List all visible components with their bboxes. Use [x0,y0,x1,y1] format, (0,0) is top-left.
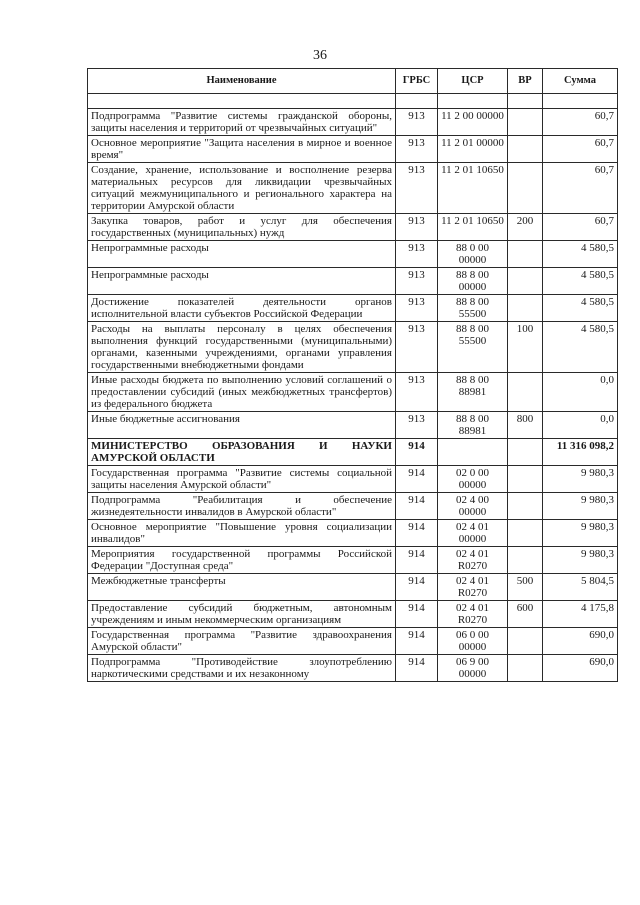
cell-grbs: 914 [396,628,438,655]
cell-csr: 06 0 00 00000 [438,628,508,655]
cell-name: МИНИСТЕРСТВО ОБРАЗОВАНИЯ И НАУКИ АМУРСКОЙ ОБЛАСТИ [88,439,396,466]
cell-grbs: 914 [396,439,438,466]
cell-sum: 0,0 [543,373,618,412]
cell-vr [508,493,543,520]
cell-csr: 02 4 01 00000 [438,520,508,547]
cell-name: Предоставление субсидий бюджетным, автономным учреждениям и иным некоммерческим организациям [88,601,396,628]
cell-vr: 500 [508,574,543,601]
cell-grbs: 913 [396,268,438,295]
cell-csr: 02 4 01 R0270 [438,601,508,628]
table-header-row [88,69,618,94]
column-header-name: Наименование [88,69,396,94]
cell-name: Основное мероприятие "Защита населения в мирное и военное время" [88,136,396,163]
table-row [88,268,618,295]
table-row [88,466,618,493]
cell-csr: 11 2 01 00000 [438,136,508,163]
column-header-vr: ВР [508,69,543,94]
cell-csr: 06 9 00 00000 [438,655,508,682]
cell-vr [508,520,543,547]
table-spacer-row [88,94,618,109]
cell-sum: 4 580,5 [543,241,618,268]
cell-name: Достижение показателей деятельности органов исполнительной власти субъектов Российской Федерации [88,295,396,322]
cell-grbs: 914 [396,601,438,628]
cell-vr [508,628,543,655]
cell-vr: 100 [508,322,543,373]
cell-vr [508,373,543,412]
cell-sum: 60,7 [543,109,618,136]
cell-name: Закупка товаров, работ и услуг для обеспечения государственных (муниципальных) нужд [88,214,396,241]
cell-csr: 02 0 00 00000 [438,466,508,493]
table-row [88,412,618,439]
table-row [88,439,618,466]
cell-csr: 88 8 00 55500 [438,295,508,322]
cell-name: Создание, хранение, использование и восполнение резерва материальных ресурсов для ликвидации чрезвычайных ситуаций межмуниципального и регионального характера на территории Амурской области [88,163,396,214]
table-row [88,655,618,682]
cell-vr [508,547,543,574]
table-row [88,241,618,268]
cell-name: Мероприятия государственной программы Российской Федерации "Доступная среда" [88,547,396,574]
table-row [88,493,618,520]
cell-sum: 4 175,8 [543,601,618,628]
column-header-grbs: ГРБС [396,69,438,94]
cell-sum: 11 316 098,2 [543,439,618,466]
cell-grbs: 913 [396,241,438,268]
cell-sum: 9 980,3 [543,547,618,574]
cell-vr [508,109,543,136]
page-number: 36 [313,48,327,63]
table-row [88,373,618,412]
cell-name: Непрограммные расходы [88,268,396,295]
cell-csr: 88 8 00 88981 [438,373,508,412]
cell-sum: 60,7 [543,214,618,241]
cell-sum: 690,0 [543,655,618,682]
table-row [88,295,618,322]
cell-csr: 11 2 01 10650 [438,214,508,241]
cell-grbs: 913 [396,136,438,163]
table-row [88,136,618,163]
cell-sum: 9 980,3 [543,493,618,520]
cell-grbs: 914 [396,466,438,493]
cell-grbs: 914 [396,547,438,574]
cell-sum: 60,7 [543,136,618,163]
cell-grbs: 914 [396,574,438,601]
cell-csr: 02 4 01 R0270 [438,547,508,574]
cell-vr [508,163,543,214]
cell-grbs: 914 [396,493,438,520]
cell-csr: 88 8 00 00000 [438,268,508,295]
cell-csr: 11 2 01 10650 [438,163,508,214]
cell-name: Подпрограмма "Реабилитация и обеспечение жизнедеятельности инвалидов в Амурской области" [88,493,396,520]
cell-name: Государственная программа "Развитие системы социальной защиты населения Амурской области" [88,466,396,493]
cell-csr: 11 2 00 00000 [438,109,508,136]
cell-vr [508,241,543,268]
table-body [88,94,618,682]
cell-sum: 690,0 [543,628,618,655]
column-header-csr: ЦСР [438,69,508,94]
cell-vr: 800 [508,412,543,439]
cell-vr: 200 [508,214,543,241]
cell-name: Государственная программа "Развитие здравоохранения Амурской области" [88,628,396,655]
cell-grbs: 913 [396,412,438,439]
cell-name: Межбюджетные трансферты [88,574,396,601]
table-row [88,214,618,241]
cell-csr [438,439,508,466]
cell-grbs: 913 [396,214,438,241]
cell-vr [508,295,543,322]
cell-grbs: 913 [396,109,438,136]
cell-sum: 9 980,3 [543,466,618,493]
budget-table [87,68,618,682]
table-row [88,520,618,547]
cell-csr: 88 0 00 00000 [438,241,508,268]
cell-grbs: 913 [396,295,438,322]
cell-name: Иные расходы бюджета по выполнению условий соглашений о предоставлении субсидий (иных межбюджетных трансфертов) из федерального бюджета [88,373,396,412]
cell-name: Расходы на выплаты персоналу в целях обеспечения выполнения функций государственными (муниципальными) органами, казенными учреждениями, органами управления государственными внебюджетными фондами [88,322,396,373]
cell-sum: 4 580,5 [543,322,618,373]
table-row [88,163,618,214]
cell-vr [508,268,543,295]
cell-grbs: 914 [396,655,438,682]
cell-csr: 88 8 00 88981 [438,412,508,439]
table-row [88,628,618,655]
cell-grbs: 913 [396,322,438,373]
cell-name: Иные бюджетные ассигнования [88,412,396,439]
cell-vr [508,655,543,682]
cell-sum: 4 580,5 [543,268,618,295]
table-row [88,322,618,373]
cell-csr: 02 4 00 00000 [438,493,508,520]
cell-grbs: 913 [396,373,438,412]
column-header-sum: Сумма [543,69,618,94]
cell-sum: 60,7 [543,163,618,214]
cell-name: Подпрограмма "Противодействие злоупотреблению наркотическими средствами и их незаконному [88,655,396,682]
cell-name: Основное мероприятие "Повышение уровня социализации инвалидов" [88,520,396,547]
cell-sum: 0,0 [543,412,618,439]
table-row [88,574,618,601]
table-row [88,601,618,628]
cell-vr [508,136,543,163]
cell-sum: 4 580,5 [543,295,618,322]
table-row [88,109,618,136]
cell-vr: 600 [508,601,543,628]
cell-name: Непрограммные расходы [88,241,396,268]
cell-csr: 02 4 01 R0270 [438,574,508,601]
cell-sum: 9 980,3 [543,520,618,547]
cell-vr [508,466,543,493]
cell-sum: 5 804,5 [543,574,618,601]
cell-csr: 88 8 00 55500 [438,322,508,373]
cell-grbs: 914 [396,520,438,547]
table-row [88,547,618,574]
cell-grbs: 913 [396,163,438,214]
cell-vr [508,439,543,466]
cell-name: Подпрограмма "Развитие системы гражданской обороны, защиты населения и территорий от чрезвычайных ситуаций" [88,109,396,136]
